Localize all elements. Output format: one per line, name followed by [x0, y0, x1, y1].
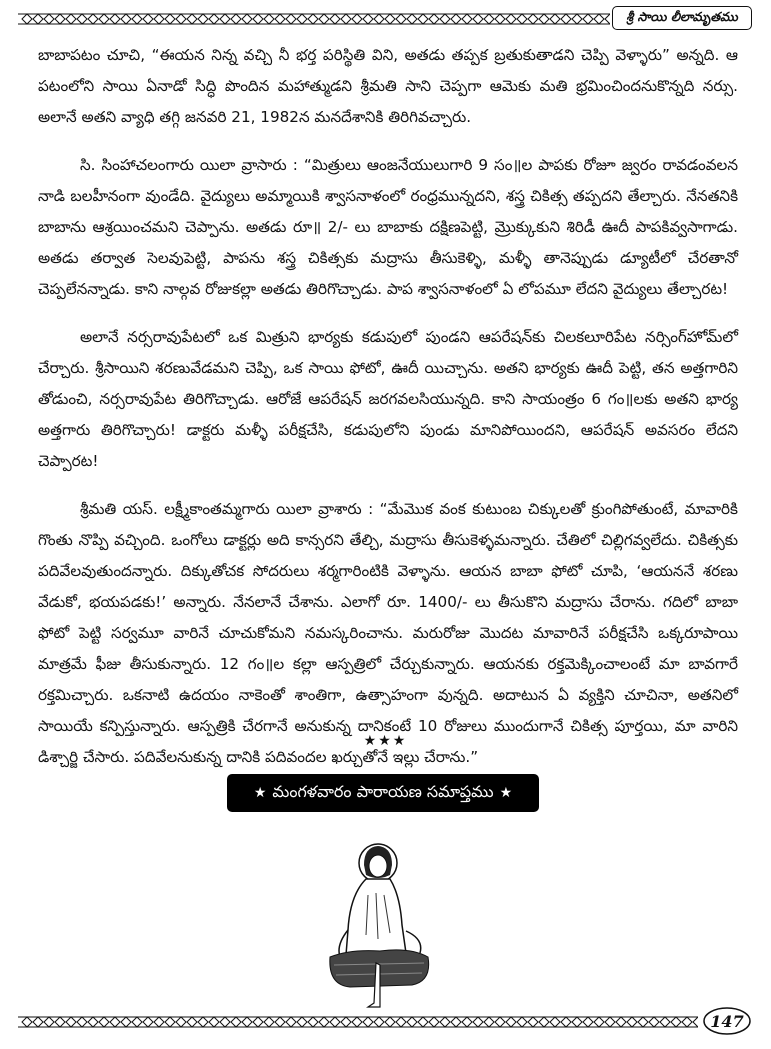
border-diamond — [506, 1017, 516, 1027]
border-diamond — [341, 14, 351, 24]
border-diamond — [286, 14, 296, 24]
border-diamond — [539, 14, 549, 24]
border-diamond — [660, 1017, 670, 1027]
border-diamond — [352, 1017, 362, 1027]
border-diamond — [550, 14, 560, 24]
border-diamond — [55, 14, 65, 24]
border-diamond — [253, 1017, 263, 1027]
border-diamond — [165, 14, 175, 24]
border-diamond — [561, 1017, 571, 1027]
border-diamond — [176, 1017, 186, 1027]
book-title-box — [612, 6, 752, 30]
border-diamond — [638, 1017, 648, 1027]
border-diamond — [572, 1017, 582, 1027]
footer-decorative-border — [18, 1013, 698, 1031]
border-diamond — [209, 1017, 219, 1027]
paragraph-4: శ్రీమతి యస్. లక్ష్మీకాంతమ్మగారు యిలా వ్రాశారు : “మేమొక వంక కుటుంబ చిక్కులతో క్రుంగిపోతుంటే, మావారికి గొంతు నొప్పి వచ్చింది. ఒంగోలు డాక్టర్లు అది కాన్సరని తేల్చి, మద్రాసు తీసుకెళ్ళమన్నారు. చేతిలో చిల్లిగవ్వలేదు. చికిత్సకు పదివేలవుతుందన్నారు. దిక్కుతోచక సోదరులు శర్మగారింటికి వెళ్ళాను. ఆయన బాబా ఫోటో చూపి, ‘ఆయననే శరణు వేడుకో, భయపడకు!’ అన్నారు. నేనలానే చేశాను. ఎలాగో రూ. 1400/- లు తీసుకొని మద్రాసు చేరాను. గదిలో బాబా ఫోటో పెట్టి సర్వమూ వారినే చూచుకోమని నమస్కరించాను. మరురోజు మొదట మావారినే పరీక్షచేసి ఒక్కరూపాయి మాత్రమే ఫీజు తీసుకున్నారు. 12 గం॥ల కల్లా ఆస్పత్రిలో చేర్చుకున్నారు. ఆయనకు రక్తమెక్కించాలంటే మా బావగారే రక్తమిచ్చారు. ఒకనాటి ఉదయం నాకెంతో శాంతిగా, ఉత్సాహంగా వున్నది. అదాటున ఏ వ్యక్తిని చూచినా, అతనిలో సాయియే కన్పిస్తున్నారు. ఆస్పత్రికి చేరగానే అనుకున్న దానికంటే 10 రోజులు ముందుగానే చికిత్స పూర్తయి, మా వారిని డిశ్చార్జి చేసారు. పదివేలనుకున్న దానికి పదివందల ఖర్చుతోనే ఇల్లు చేరాను.” — [38, 500, 738, 766]
border-diamond — [473, 1017, 483, 1027]
border-diamond — [297, 1017, 307, 1027]
paragraph-1: బాబాపటం చూచి, “ఈయన నిన్న వచ్చి నీ భర్త పరిస్థితి విని, అతడు తప్పక బ్రతుకుతాడని చెప్పి వెళ్ళారు” అన్నది. ఆ పటంలోని సాయి ఏనాడో సిద్ధి పొందిన మహాత్ముడని శ్రీమతి సాని చెప్పగా ఆమెకు మతి భ్రమించిందనుకొన్నది నర్సు. అలానే అతని వ్యాధి తగ్గి జనవరి 21, 1982న మనదేశానికి తిరిగివచ్చారు. — [38, 46, 738, 126]
border-diamond — [561, 14, 571, 24]
border-diamond — [22, 1017, 32, 1027]
page-number-badge — [702, 1006, 752, 1036]
section-separator: ★★★ — [363, 733, 408, 749]
border-diamond — [264, 1017, 274, 1027]
border-diamond — [132, 14, 142, 24]
border-diamond — [517, 1017, 527, 1027]
border-diamond — [440, 14, 450, 24]
border-diamond — [253, 14, 263, 24]
border-diamond — [66, 1017, 76, 1027]
border-diamond — [99, 14, 109, 24]
border-diamond — [44, 1017, 54, 1027]
section-banner — [227, 774, 539, 812]
star-icon: ★ — [253, 785, 267, 801]
border-diamond — [385, 14, 395, 24]
border-diamond — [308, 1017, 318, 1027]
star-icon: ★ — [499, 785, 513, 801]
border-diamond — [385, 1017, 395, 1027]
border-diamond — [484, 1017, 494, 1027]
border-diamond — [99, 1017, 109, 1027]
border-diamond — [495, 1017, 505, 1027]
border-diamond — [121, 14, 131, 24]
header-decorative-border — [18, 10, 610, 28]
border-diamond — [88, 14, 98, 24]
border-diamond — [682, 1017, 692, 1027]
border-diamond — [66, 14, 76, 24]
paragraph-3: అలానే నర్సరావుపేటలో ఒక మిత్రుని భార్యకు కడుపులో పుండని ఆపరేషన్‌కు చిలకలూరిపేట నర్సింగ్‌హోమ్‌లో చేర్చారు. శ్రీసాయిని శరణువేడమని చెప్పి, ఒక సాయి ఫోటో, ఊదీ యిచ్చాను. అతని భార్యకు ఊదీ పెట్టి, తన అత్తగారిని తోడుంచి, నర్సరావుపేట తిరిగొచ్చాడు. ఆరోజే ఆపరేషన్ జరగవలసియున్నది. కాని సాయంత్రం 6 గం॥లకు అతని భార్య అత్తగారు తిరిగొచ్చారు! డాక్టరు మళ్ళీ పరీక్షచేసి, కడుపులోని పుండు మానిపోయిందని, ఆపరేషన్ అవసరం లేదని చెప్పారట! — [38, 328, 738, 470]
border-diamond — [143, 1017, 153, 1027]
border-diamond — [495, 14, 505, 24]
border-diamond — [77, 14, 87, 24]
border-diamond — [473, 14, 483, 24]
border-diamond — [528, 1017, 538, 1027]
border-diamond — [407, 14, 417, 24]
border-diamond — [319, 14, 329, 24]
border-diamond — [396, 14, 406, 24]
paragraph-2: సి. సింహాచలంగారు యిలా వ్రాసారు : “మిత్రులు ఆంజనేయులుగారి 9 సం॥ల పాపకు రోజూ జ్వరం రావడంవలన నాడి బలహీనంగా వుండేది. వైద్యులు అమ్మాయికి శ్వాసనాళంలో రంధ్రమున్నదని, శస్త్ర చికిత్స తప్పదని తేల్చారు. నేనతనికి బాబాను ఆశ్రయించమని చెప్పాను. అతడు రూ॥ 2/- లు బాబాకు దక్షిణపెట్టి, మ్రొక్కుకుని శిరిడీ ఊదీ పాపకివ్వసాగాడు. అతడు తర్వాత సెలవుపెట్టి, పాపను శస్త్ర చికిత్సకు మద్రాసు తీసుకెళ్ళి, మళ్ళీ తానెప్పుడు డ్యూటీలో చేరతానో చెప్పలేనన్నాడు. కాని నాల్గవ రోజుకల్లా అతడు తిరిగొచ్చాడు. పాప శ్వాసనాళంలో ఏ లోపమూ లేదని వైద్యులు తేల్చారట! — [38, 156, 738, 298]
border-diamond — [506, 14, 516, 24]
border-diamond — [275, 1017, 285, 1027]
border-diamond — [627, 1017, 637, 1027]
border-diamond — [649, 1017, 659, 1027]
border-diamond — [352, 14, 362, 24]
sai-baba-figure-icon — [320, 835, 440, 1010]
border-diamond — [209, 14, 219, 24]
border-diamond — [231, 1017, 241, 1027]
border-diamond — [33, 1017, 43, 1027]
border-diamond — [187, 1017, 197, 1027]
border-diamond — [297, 14, 307, 24]
border-diamond — [33, 14, 43, 24]
border-diamond — [187, 14, 197, 24]
border-diamond — [583, 1017, 593, 1027]
border-diamond — [440, 1017, 450, 1027]
border-diamond — [374, 14, 384, 24]
border-diamond — [462, 14, 472, 24]
border-diamond — [550, 1017, 560, 1027]
border-diamond — [198, 1017, 208, 1027]
border-diamond — [429, 14, 439, 24]
border-diamond — [154, 1017, 164, 1027]
border-diamond — [176, 14, 186, 24]
border-diamond — [22, 14, 32, 24]
border-diamond — [572, 14, 582, 24]
border-diamond — [451, 14, 461, 24]
border-diamond — [319, 1017, 329, 1027]
border-diamond — [220, 14, 230, 24]
page-number: 147 — [710, 1011, 744, 1031]
border-diamond — [616, 1017, 626, 1027]
border-diamond — [407, 1017, 417, 1027]
border-diamond — [451, 1017, 461, 1027]
border-diamond — [231, 14, 241, 24]
border-diamond — [121, 1017, 131, 1027]
border-diamond — [55, 1017, 65, 1027]
border-diamond — [220, 1017, 230, 1027]
border-diamond — [583, 14, 593, 24]
border-diamond — [44, 14, 54, 24]
page-content — [38, 40, 738, 790]
border-diamond — [605, 14, 610, 24]
border-diamond — [363, 1017, 373, 1027]
border-diamond — [275, 14, 285, 24]
border-diamond — [341, 1017, 351, 1027]
border-diamond — [110, 14, 120, 24]
border-diamond — [594, 14, 604, 24]
border-diamond — [693, 1017, 698, 1027]
border-diamond — [165, 1017, 175, 1027]
border-diamond — [132, 1017, 142, 1027]
border-diamond — [330, 1017, 340, 1027]
border-diamond — [462, 1017, 472, 1027]
border-diamond — [418, 14, 428, 24]
border-diamond — [517, 14, 527, 24]
border-diamond — [374, 1017, 384, 1027]
border-diamond — [110, 1017, 120, 1027]
border-diamond — [77, 1017, 87, 1027]
border-diamond — [143, 14, 153, 24]
border-diamond — [605, 1017, 615, 1027]
border-diamond — [198, 14, 208, 24]
border-diamond — [154, 14, 164, 24]
border-diamond — [671, 1017, 681, 1027]
border-diamond — [308, 14, 318, 24]
border-diamond — [528, 14, 538, 24]
book-title: శ్రీ సాయి లీలామృతము — [626, 8, 738, 24]
border-diamond — [88, 1017, 98, 1027]
border-diamond — [330, 14, 340, 24]
border-diamond — [539, 1017, 549, 1027]
border-diamond — [286, 1017, 296, 1027]
border-diamond — [429, 1017, 439, 1027]
banner-text: మంగళవారం పారాయణ సమాప్తము — [272, 781, 494, 801]
border-diamond — [418, 1017, 428, 1027]
border-diamond — [242, 1017, 252, 1027]
border-diamond — [484, 14, 494, 24]
border-diamond — [594, 1017, 604, 1027]
border-diamond — [242, 14, 252, 24]
border-diamond — [363, 14, 373, 24]
border-diamond — [396, 1017, 406, 1027]
border-diamond — [264, 14, 274, 24]
